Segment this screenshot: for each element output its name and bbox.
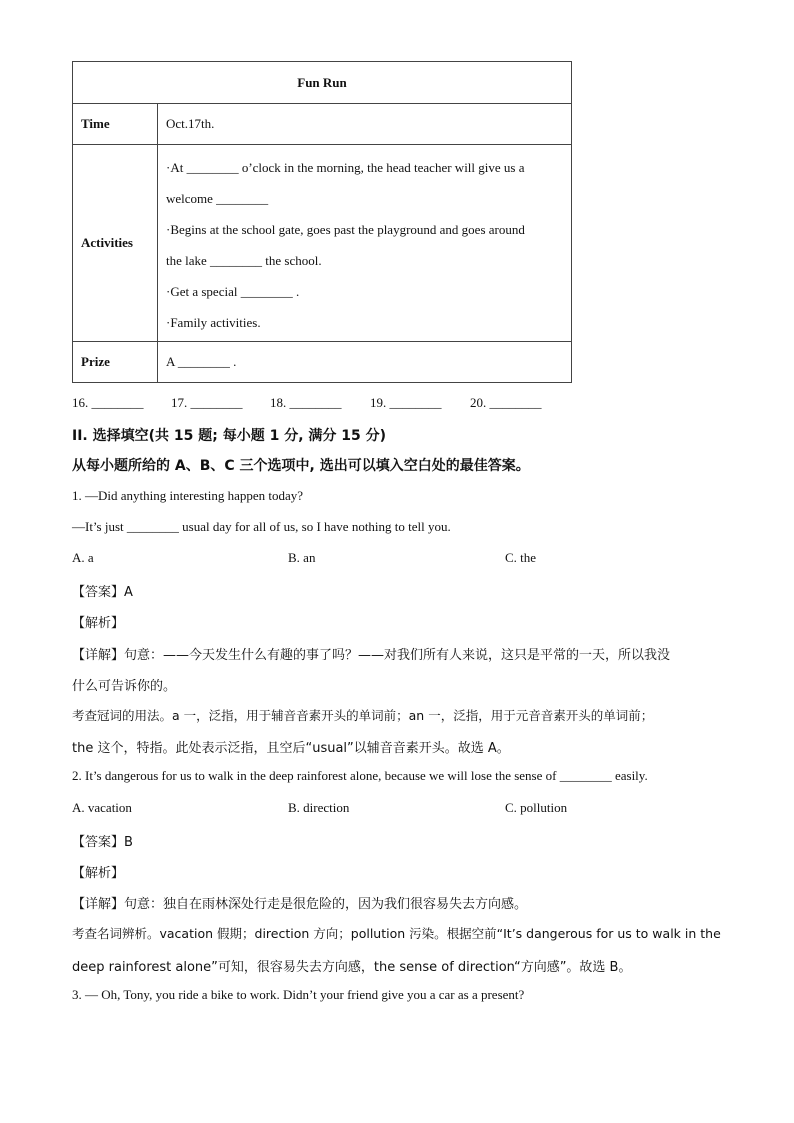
option-c: C. the bbox=[505, 550, 537, 565]
option-b: B. direction bbox=[288, 800, 350, 815]
option-c: C. pollution bbox=[505, 800, 568, 815]
table-title: Fun Run bbox=[73, 62, 572, 104]
activity-line: ·Family activities. bbox=[166, 315, 261, 330]
row-value-activities bbox=[158, 145, 572, 342]
option-a: A. vacation bbox=[72, 800, 132, 815]
analysis-label: 【解析】 bbox=[72, 616, 125, 631]
question-3-line-1: 3. — Oh, Tony, you ride a bike to work. Didn’t your friend give you a car as a present? bbox=[72, 987, 525, 1002]
option-b: B. an bbox=[288, 550, 316, 565]
answer-label: 【答案】A bbox=[72, 585, 133, 600]
detail-line: 考查冠词的用法。a 一，泛指，用于辅音音素开头的单词前；an 一，泛指，用于元音音素开头的单词前； bbox=[72, 708, 654, 723]
row-label-activities: Activities bbox=[73, 145, 158, 342]
section-heading: II. 选择填空(共 15 题; 每小题 1 分, 满分 15 分) bbox=[72, 428, 387, 444]
activity-line: ·Get a special ________ . bbox=[166, 284, 300, 299]
activity-line: ·Begins at the school gate, goes past the playground and goes around bbox=[166, 222, 525, 237]
fun-run-table bbox=[72, 61, 572, 383]
activity-line: ·At ________ o’clock in the morning, the head teacher will give us a bbox=[166, 160, 525, 175]
detail-line: 【详解】句意：独自在雨林深处行走是很危险的，因为我们很容易失去方向感。 bbox=[72, 897, 528, 912]
table-row bbox=[73, 342, 572, 383]
blank-16: 16. ________ bbox=[72, 395, 144, 410]
answer-label: 【答案】B bbox=[72, 835, 133, 850]
question-1-line-1: 1. —Did anything interesting happen today? bbox=[72, 488, 304, 503]
question-1-line-2: —It’s just ________ usual day for all of us, so I have nothing to tell you. bbox=[72, 519, 451, 534]
table-row bbox=[73, 104, 572, 145]
analysis-label: 【解析】 bbox=[72, 866, 125, 881]
detail-line: 【详解】句意：——今天发生什么有趣的事了吗？——对我们所有人来说，这只是平常的一天，所以我没 bbox=[72, 648, 671, 663]
row-value-time: Oct.17th. bbox=[158, 104, 572, 145]
detail-line: 考查名词辨析。vacation 假期；direction 方向；pollution 污染。根据空前“It’s dangerous for us to walk in the bbox=[72, 926, 721, 941]
blank-17: 17. ________ bbox=[171, 395, 243, 410]
blank-20: 20. ________ bbox=[470, 395, 542, 410]
table-row bbox=[73, 145, 572, 342]
detail-line: 什么可告诉你的。 bbox=[72, 679, 177, 694]
row-value-prize: A ________ . bbox=[158, 342, 572, 383]
detail-line: the 这个，特指。此处表示泛指，且空后“usual”以辅音音素开头。故选 A。 bbox=[72, 741, 510, 756]
detail-line: deep rainforest alone”可知，很容易失去方向感，the sense of direction“方向感”。故选 B。 bbox=[72, 960, 632, 975]
blank-19: 19. ________ bbox=[370, 395, 442, 410]
blank-18: 18. ________ bbox=[270, 395, 342, 410]
option-a: A. a bbox=[72, 550, 94, 565]
activity-line: welcome ________ bbox=[166, 191, 269, 206]
row-label-prize: Prize bbox=[73, 342, 158, 383]
section-instruction: 从每小题所给的 A、B、C 三个选项中, 选出可以填入空白处的最佳答案。 bbox=[72, 458, 530, 474]
activity-line: the lake ________ the school. bbox=[166, 253, 322, 268]
row-label-time: Time bbox=[73, 104, 158, 145]
question-2-line-1: 2. It’s dangerous for us to walk in the deep rainforest alone, because we will lose the sense of ________ easily. bbox=[72, 768, 648, 783]
